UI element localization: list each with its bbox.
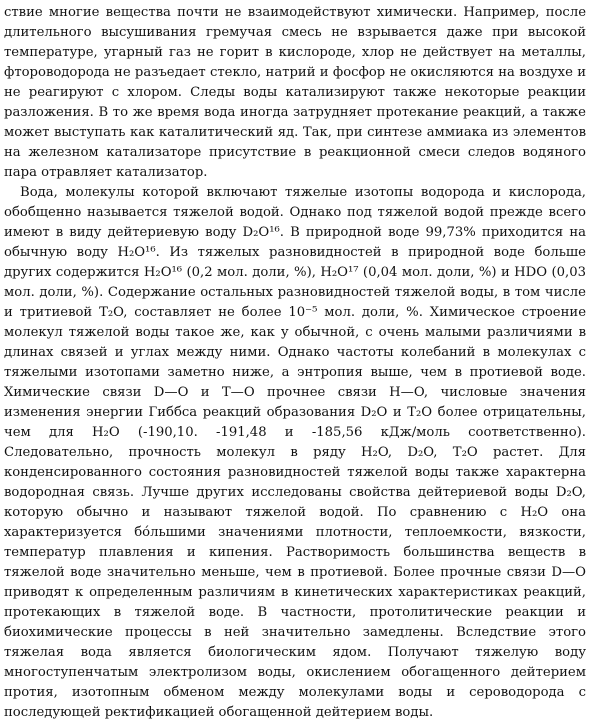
paragraph-heavy-water: Вода, молекулы которой включают тяжелые изотопы водорода и кислорода, обобщенно называется тяжелой водой. Однако под тяжелой водой прежде всего имеют в виду дейтериевую воду D₂O¹⁶. В природной воде 99,73% приходится на обычную воду H₂O¹⁶. Из тяжелых разновидностей в природной воде больше других содержится H₂O¹⁶ (0,2 мол. доли, %), H₂O¹⁷ (0,04 мол. доли, %) и HDO (0,03 мол. доли, %). Содержание остальных разновидностей тяжелой воды, в том числе и тритиевой T₂O, составляет не более 10⁻⁵ мол. доли, %. Химическое строение молекул тяжелой воды такое же, как у обычной, с очень малыми различиями в длинах связей и углах между ними. Однако частоты колебаний в молекулах с тяжелыми изотопами заметно ниже, а энтропия выше, чем в протиевой воде. Химические связи D—O и T—O прочнее связи H—O, числовые значения изменения энергии Гиббса реакций образования D₂O и T₂O более отрицательны, чем для H₂O (-190,10. -191,48 и -185,56 кДж/моль соответственно). Следовательно, прочность молекул в ряду H₂O, D₂O, T₂O растет. Для конденсированного состояния разновидностей тяжелой воды также характерна водородная связь. Лучше других исследованы свойства дейтериевой воды D₂O, которую обычно и называют тяжелой водой. По сравнению с H₂O она характеризуется бо́льшими значениями плотности, теплоемкости, вязкости, температур плавления и кипения. Растворимость большинства веществ в тяжелой воде значительно меньше, чем в протиевой. Более прочные связи D—O приводят к определенным различиям в кинетических характеристиках реакций, протекающих в тяжелой воде. В частности, протолитические реакции и биохимические процессы в ней значительно замедлены. Вследствие этого тяжелая вода является биологическим ядом. Получают тяжелую воду многоступенчатым электролизом воды, окислением обогащенного дейтерием протия, изотопным обменом между молекулами воды и сероводорода с последующей ректификацией обогащенной дейтерием воды. <box>4 185 586 720</box>
document-page <box>4 3 586 723</box>
paragraph-catalysis: ствие многие вещества почти не взаимодействуют химически. Например, после длительного высушивания гремучая смесь не взрывается даже при высокой температуре, угарный газ не горит в кислороде, хлор не действует на металлы, фтороводорода не разъедает стекло, натрий и фосфор не окисляются на воздухе и не реагируют с хлором. Следы воды катализируют также некоторые реакции разложения. В то же время вода иногда затрудняет протекание реакций, а также может выступать как каталитический яд. Так, при синтезе аммиака из элементов на железном катализаторе присутствие в реакционной смеси следов водяного пара отравляет катализатор. <box>4 5 586 180</box>
